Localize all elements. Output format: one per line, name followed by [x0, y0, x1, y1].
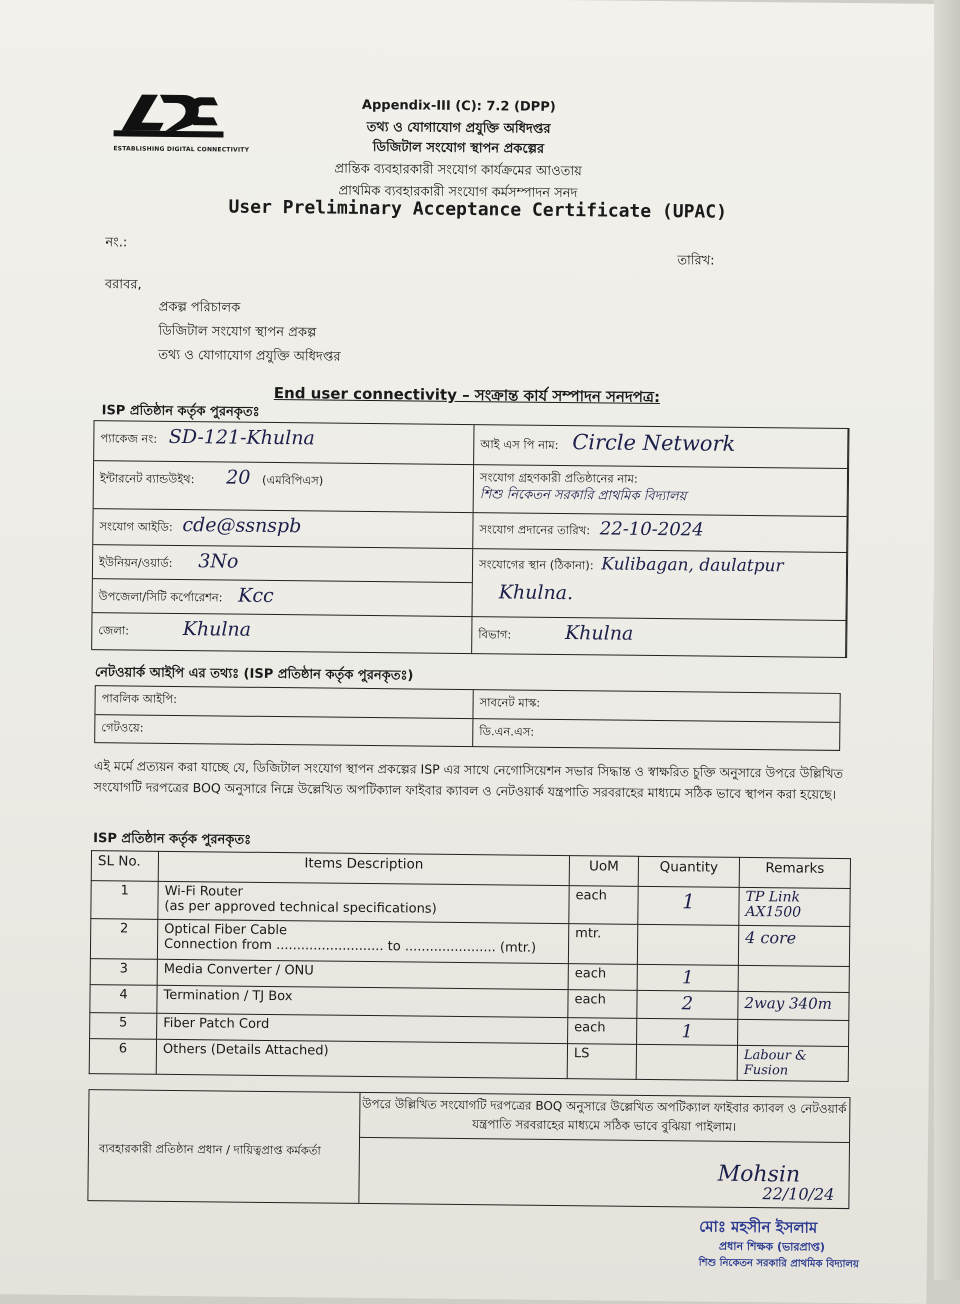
connection-address-value: Kulibagan, daulatpur	[601, 554, 784, 577]
logo-caption: ESTABLISHING DIGITAL CONNECTIVITY	[113, 145, 250, 154]
isp-name-label: আই এস পি নাম:	[480, 437, 559, 452]
section-heading: End user connectivity – সংক্রান্ত কার্য সম্পাদন সনদপত্র:	[273, 383, 661, 407]
table-row: 1 Wi-Fi Router (as per approved technical specifications) each 1 TP Link AX1500	[91, 881, 850, 927]
addressee-line-2: ডিজিটাল সংযোগ স্থাপন প্রকল্প	[158, 323, 317, 341]
union-ward-cell	[93, 545, 473, 583]
isp-name-cell	[474, 425, 848, 469]
receiver-org-value: শিশু নিকেতন সরকারি প্রাথমিক বিদ্যালয়	[479, 487, 687, 505]
responsible-officer-label: ব্যবহারকারী প্রতিষ্ঠান প্রধান / দায়িত্বপ্রাপ্ত কর্মকর্তা	[98, 1141, 321, 1158]
col-description: Items Description	[158, 851, 569, 885]
upazila-cell	[93, 579, 473, 617]
connection-id-value: cde@ssnspb	[182, 514, 302, 538]
table-row: 2 Optical Fiber Cable Connection from .......................... to ...................... (mtr.) mtr. 4 core	[90, 919, 849, 967]
to-label: বরাবর,	[104, 277, 142, 293]
district-cell	[92, 613, 472, 653]
table-row: 3 Media Converter / ONU each 1	[90, 959, 849, 993]
connectivity-table	[91, 420, 849, 658]
isp-filled-label-1: ISP প্রতিষ্ঠান কর্তৃক পুরনকৃতঃ	[101, 403, 260, 420]
isp-name-value: Circle Network	[572, 430, 736, 456]
union-ward-label: ইউনিয়ন/ওয়ার্ড:	[98, 555, 173, 570]
addressee-line-1: প্রকল্প পরিচালক	[158, 299, 241, 316]
acknowledgement-text: উপরে উল্লিখিত সংযোগটি দরপত্রের BOQ অনুসারে উল্লেখিত অপটিক্যাল ফাইবার ক্যাবল ও নেটওয়ার্ক যন্ত্রপাতি সরবরাহের মাধ্যমে সঠিক ভাবে বুঝিয়া পাইলাম।	[359, 1093, 849, 1143]
connection-address-label: সংযোগের স্থান (ঠিকানা):	[478, 557, 594, 573]
items-table	[89, 850, 851, 1082]
certificate-title: User Preliminary Acceptance Certificate (UPAC)	[228, 196, 728, 223]
package-cell	[94, 421, 474, 465]
table-row: 4 Termination / TJ Box each 2 2way 340m	[90, 985, 849, 1021]
division-value: Khulna	[564, 622, 634, 645]
receiver-org-label: সংযোগ গ্রহণকারী প্রতিষ্ঠানের নাম:	[479, 470, 638, 486]
upazila-label: উপজেলা/সিটি কর্পোরেশন:	[98, 589, 223, 605]
project-line: ডিজিটাল সংযোগ স্থাপন প্রকল্পের	[372, 140, 545, 157]
subnet-mask-cell: সাবনেট মাস্ক:	[473, 690, 839, 723]
district-value: Khulna	[182, 618, 252, 641]
stamp-title: প্রধান শিক্ষক (ভারপ্রাপ্ত)	[718, 1239, 825, 1254]
package-label: প্যাকেজ নং:	[100, 431, 158, 446]
union-ward-value: 3No	[198, 550, 239, 573]
isp-filled-label-2: ISP প্রতিষ্ঠান কর্তৃক পুরনকৃতঃ	[93, 831, 252, 848]
division-cell	[472, 617, 846, 657]
adjacent-page-edge	[934, 0, 960, 1280]
stamp-school: শিশু নিকেতন সরকারি প্রাথমিক বিদ্যালয়	[698, 1257, 859, 1271]
signature-name: Mohsin	[717, 1161, 801, 1188]
table-row: 6 Others (Details Attached) LS Labour & Fusion	[89, 1039, 848, 1082]
col-sl: SL No.	[91, 851, 158, 882]
public-ip-cell: পাবলিক আইপি:	[95, 686, 473, 719]
addressee-line-3: তথ্য ও যোগাযোগ প্রযুক্তি অধিদপ্তর	[158, 347, 341, 365]
connection-id-cell	[93, 509, 473, 549]
department-line: তথ্য ও যোগাযোগ প্রযুক্তি অধিদপ্তর	[366, 119, 551, 137]
package-value: SD-121-Khulna	[168, 425, 315, 450]
gateway-cell: গেটওয়ে:	[95, 715, 473, 746]
bandwidth-unit: (এমবিপিএস)	[261, 472, 324, 488]
dns-cell: ডি.এন.এস:	[479, 724, 535, 739]
col-quantity: Quantity	[638, 856, 739, 887]
receiver-org-cell	[474, 465, 848, 517]
table-row: 5 Fiber Patch Cord each 1	[90, 1013, 849, 1047]
program-line: প্রান্তিক ব্যবহারকারী সংযোগ কার্যক্রমের আওতায়	[334, 161, 582, 180]
division-label: বিভাগ:	[478, 627, 512, 642]
upazila-value: Kcc	[238, 584, 274, 608]
col-remarks: Remarks	[739, 857, 850, 888]
date-label: তারিখ:	[677, 253, 715, 269]
declaration-text: এই মর্মে প্রত্যয়ন করা যাচ্ছে যে, ডিজিটাল সংযোগ স্থাপন প্রকল্পের ISP এর সাথে নেগোসিয়েশন সভার সিদ্ধান্ত ও স্বাক্ষরিত চুক্তি অনুসারে উপরে উল্লিখিত সংযোগটি দরপত্রের BOQ অনুসারে নিম্নে উল্লেখিত অপটিক্যাল ফাইবার ক্যাবল ও নেটওয়ার্ক যন্ত্রপাতি সরবরাহের মাধ্যমে সঠিক ভাবে স্থাপন করা হয়েছে।	[93, 758, 844, 802]
connection-address-cell	[473, 549, 848, 621]
connection-date-label: সংযোগ প্রদানের তারিখ:	[479, 522, 591, 538]
appendix-line: Appendix-III (C): 7.2 (DPP)	[361, 97, 556, 115]
signature-date: 22/10/24	[762, 1184, 835, 1204]
network-ip-heading: নেটওয়ার্ক আইপি এর তথ্যঃ (ISP প্রতিষ্ঠান কর্তৃক পুরনকৃতঃ)	[94, 665, 414, 684]
bandwidth-label: ইন্টারনেট ব্যান্ডউইথ:	[99, 471, 195, 487]
connection-address-value-2: Khulna.	[498, 581, 574, 605]
connection-date-value: 22-10-2024	[599, 518, 704, 541]
bandwidth-value: 20	[226, 466, 251, 489]
district-label: জেলা:	[98, 623, 130, 638]
connection-date-cell	[473, 513, 847, 553]
connection-id-label: সংযোগ আইডি:	[99, 519, 173, 534]
no-label: নং.:	[105, 235, 128, 251]
bandwidth-cell	[94, 461, 474, 513]
col-uom: UoM	[569, 856, 638, 887]
certificate-bn-line: প্রাথমিক ব্যবহারকারী সংযোগ কর্মসম্পাদন সনদ	[338, 183, 578, 202]
acknowledgement-box	[87, 1089, 850, 1209]
network-ip-table	[94, 685, 841, 751]
stamp-name: মোঃ মহসীন ইসলাম	[699, 1217, 818, 1237]
